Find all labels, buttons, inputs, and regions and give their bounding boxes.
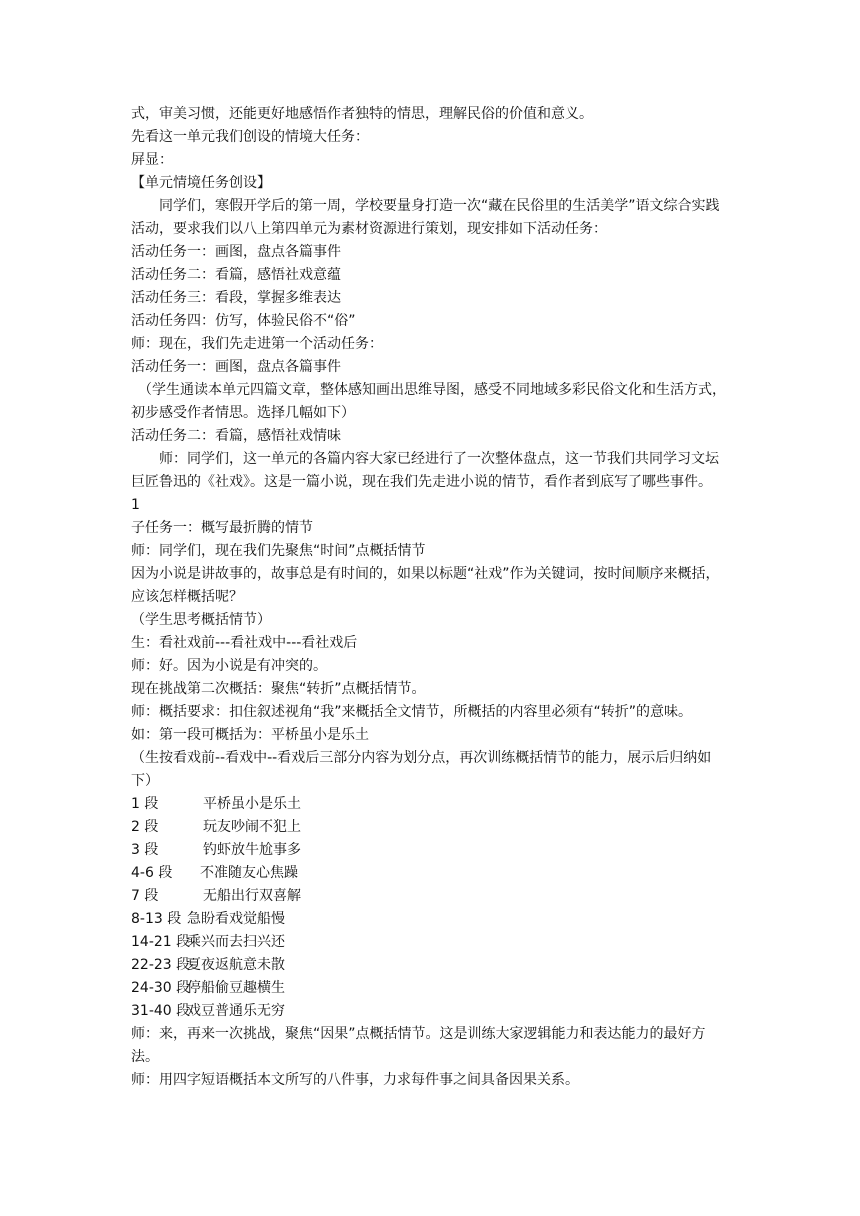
segment-summary: 玩友吵闹不犯上 (203, 819, 301, 835)
student-method-paragraph: （生按看戏前--看戏中--看戏后三部分内容为划分点，再次训练概括情节的能力，展示后归纳如下） (131, 750, 712, 789)
segment-row (131, 931, 731, 954)
segment-row (131, 908, 731, 931)
task-item: 活动任务一：画图，盘点各篇事件 (131, 244, 341, 260)
segment-number: 1 段 (131, 796, 159, 812)
document-body (131, 103, 731, 1092)
segment-summary: 戏豆普通乐无穷 (187, 1003, 285, 1019)
segment-number: 3 段 (131, 842, 159, 858)
reason-paragraph: 因为小说是讲故事的，故事总是有时间的，如果以标题“社戏”作为关键词，按时间顺序来概括，应该怎样概括呢？ (131, 566, 720, 605)
subtask-title: 子任务一：概写最折腾的情节 (131, 520, 313, 536)
segment-summary: 急盼看戏觉船慢 (187, 911, 285, 927)
segment-summary: 夏夜返航意未散 (187, 957, 285, 973)
student-note: （学生思考概括情节） (131, 612, 271, 628)
teacher-intro-paragraph: 师：同学们，这一单元的各篇内容大家已经进行了一次整体盘点，这一节我们共同学习文坛巨匠鲁迅的《社戏》。这是一篇小说，现在我们先走进小说的情节，看作者到底写了哪些事件。 (131, 451, 719, 490)
teacher-line: 师：用四字短语概括本文所写的八件事，力求每件事之间具备因果关系。 (131, 1072, 579, 1088)
segment-row (131, 862, 731, 885)
task-item: 活动任务一：画图，盘点各篇事件 (131, 359, 341, 375)
task-item: 活动任务二：看篇，感悟社戏情味 (131, 428, 341, 444)
segment-row (131, 1000, 731, 1023)
segment-number: 31-40 段 (131, 1003, 191, 1019)
task-item: 活动任务二：看篇，感悟社戏意蕴 (131, 267, 341, 283)
student-line: 生：看社戏前---看社戏中---看社戏后 (131, 635, 358, 651)
section-number: 1 (131, 497, 140, 513)
segment-number: 7 段 (131, 888, 159, 904)
segment-row (131, 816, 731, 839)
text-line: 式，审美习惯，还能更好地感悟作者独特的情思，理解民俗的价值和意义。 (131, 106, 593, 122)
segment-row (131, 793, 731, 816)
segment-row (131, 954, 731, 977)
segment-summary: 不准随友心焦躁 (200, 865, 298, 881)
segment-number: 8-13 段 (131, 911, 182, 927)
segment-summary: 停船偷豆趣横生 (187, 980, 285, 996)
example-line: 如：第一段可概括为：平桥虽小是乐土 (131, 727, 369, 743)
text-line: 现在挑战第二次概括：聚焦“转折”点概括情节。 (131, 681, 426, 697)
segment-row (131, 839, 731, 862)
task-item: 活动任务三：看段，掌握多维表达 (131, 290, 341, 306)
task-intro-paragraph: 同学们，寒假开学后的第一周，学校要量身打造一次“藏在民俗里的生活美学”语文综合实践活动，要求我们以八上第四单元为素材资源进行策划，现安排如下活动任务： (131, 198, 720, 237)
segment-number: 14-21 段 (131, 934, 191, 950)
segment-row (131, 885, 731, 908)
segment-summary: 乘兴而去扫兴还 (187, 934, 285, 950)
segment-summary: 钓虾放牛尬事多 (203, 842, 301, 858)
segment-number: 24-30 段 (131, 980, 191, 996)
segment-list (131, 793, 731, 1023)
text-line: 先看这一单元我们创设的情境大任务： (131, 129, 369, 145)
segment-number: 4-6 段 (131, 865, 173, 881)
teacher-line: 师：同学们，现在我们先聚焦“时间”点概括情节 (131, 543, 426, 559)
task-item: 活动任务四：仿写，体验民俗不“俗” (131, 313, 356, 329)
teacher-cause-paragraph: 师：来，再来一次挑战，聚焦“因果”点概括情节。这是训练大家逻辑能力和表达能力的最好方法。 (131, 1026, 706, 1065)
section-heading: 【单元情境任务创设】 (131, 175, 271, 191)
teacher-line: 师：现在，我们先走进第一个活动任务： (131, 336, 383, 352)
text-line: 屏显： (131, 152, 173, 168)
segment-summary: 平桥虽小是乐土 (203, 796, 301, 812)
segment-number: 22-23 段 (131, 957, 191, 973)
segment-number: 2 段 (131, 819, 159, 835)
segment-summary: 无船出行双喜解 (203, 888, 301, 904)
student-note-paragraph: （学生通读本单元四篇文章，整体感知画出思维导图，感受不同地域多彩民俗文化和生活方式，初步感受作者情思。选择几幅如下） (131, 382, 726, 421)
teacher-line: 师：概括要求：扣住叙述视角“我”来概括全文情节，所概括的内容里必须有“转折”的意味。 (131, 704, 693, 720)
teacher-line: 师：好。因为小说是有冲突的。 (131, 658, 327, 674)
segment-row (131, 977, 731, 1000)
